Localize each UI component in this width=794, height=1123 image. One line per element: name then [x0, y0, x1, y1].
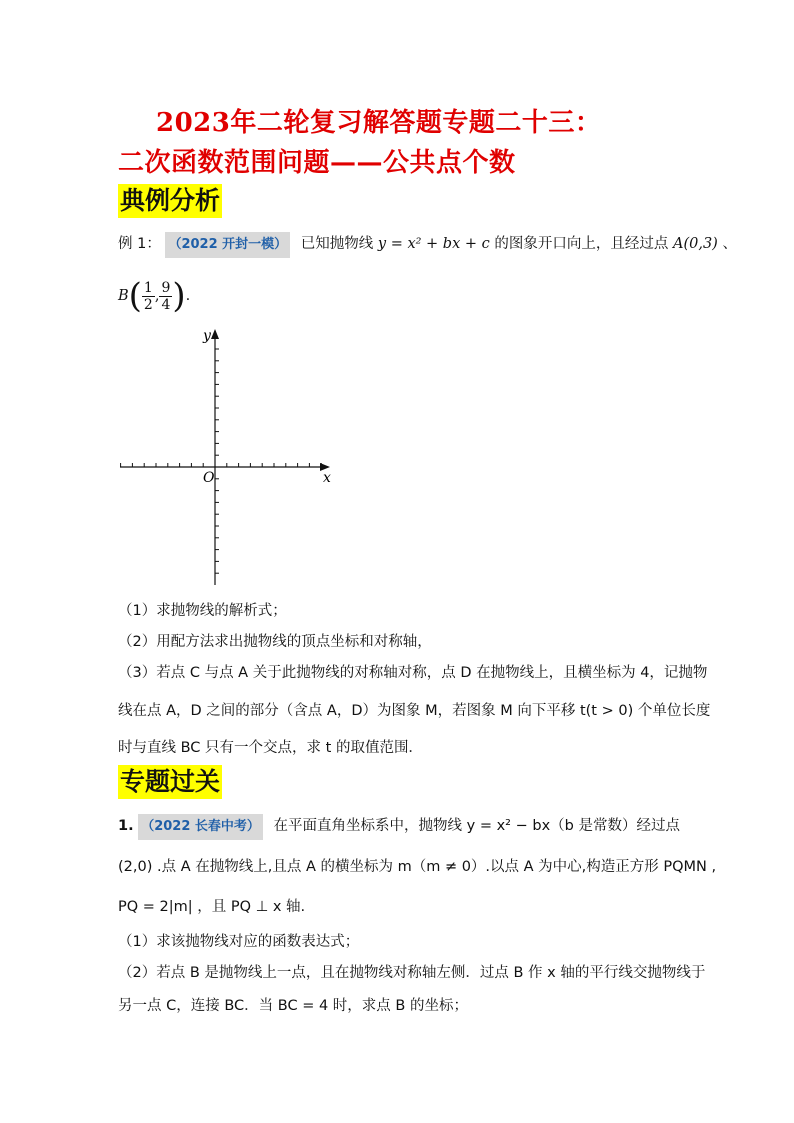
example1-point-a: A(0,3) — [672, 236, 718, 252]
problem1-line1 — [118, 814, 680, 840]
origin-label: O — [203, 470, 215, 486]
example1-equation: y = x² + bx + c — [377, 236, 490, 252]
paren-left: ( — [128, 276, 142, 316]
y-axis-arrow — [211, 329, 219, 339]
problem1-line3: PQ = 2|m| ，且 PQ ⊥ x 轴. — [118, 899, 306, 915]
axis-ticks — [121, 349, 322, 573]
example-question-1: （1）求抛物线的解析式； — [118, 603, 287, 619]
example1-line2: B( $\frac{1}{2}$ , $\frac{9}{4}$ ). — [118, 276, 191, 316]
point-b-x-den: 2 — [143, 296, 153, 313]
example1-sep: 、 — [722, 236, 737, 252]
example1-prefix: 例 1： — [118, 236, 161, 252]
problem1-line2: (2,0) .点 A 在抛物线上,且点 A 的横坐标为 m（m ≠ 0）.以点 A 为中心,构造正方形 PQMN , — [118, 859, 717, 875]
point-b-label: B — [118, 288, 129, 304]
coordinate-axes-figure — [115, 325, 340, 590]
problem1-source-tag: （2022 长春中考） — [138, 814, 263, 840]
example1-text-a: 已知抛物线 — [300, 236, 374, 252]
example-question-3-line2: 线在点 A，D 之间的部分（含点 A，D）为图象 M，若图象 M 向下平移 t(t > 0) 个单位长度 — [118, 703, 711, 719]
paren-right: ) — [172, 276, 186, 316]
point-b-y-num: 9 — [161, 279, 171, 296]
example-question-3-line1: （3）若点 C 与点 A 关于此抛物线的对称轴对称，点 D 在抛物线上，且横坐标为 4，记抛物 — [118, 665, 708, 681]
point-b-x-fraction — [142, 280, 155, 313]
y-axis-label: y — [203, 328, 211, 344]
example1-source-tag: （2022 开封一模） — [165, 232, 290, 258]
problem1-question-2-line2: 另一点 C，连接 BC．当 BC = 4 时，求点 B 的坐标； — [118, 998, 468, 1014]
example1-text-b: 的图象开口向上，且经过点 — [494, 236, 669, 252]
problem1-question-1: （1）求该抛物线对应的函数表达式； — [118, 934, 360, 950]
example-question-2: （2）用配方法求出抛物线的顶点坐标和对称轴， — [118, 634, 432, 650]
point-b-y-fraction — [159, 280, 172, 313]
point-b-x-num: 1 — [143, 279, 153, 296]
example1-end: . — [185, 288, 191, 304]
problem1-number: 1. — [118, 818, 134, 834]
point-b-y-den: 4 — [161, 296, 171, 313]
title-line-2: 二次函数范围问题——公共点个数 — [118, 148, 516, 178]
problem1-text-1: 在平面直角坐标系中，抛物线 y = x² − bx（b 是常数）经过点 — [273, 818, 680, 834]
problem1-question-2-line1: （2）若点 B 是抛物线上一点，且在抛物线对称轴左侧．过点 B 作 x 轴的平行线交抛物线于 — [118, 965, 706, 981]
section-heading-example: 典例分析 — [118, 184, 222, 218]
title-line-1: 2023年二轮复习解答题专题二十三： — [156, 108, 602, 138]
section-heading-practice: 专题过关 — [118, 765, 222, 799]
example-question-3-line3: 时与直线 BC 只有一个交点，求 t 的取值范围． — [118, 740, 423, 756]
x-axis-label: x — [323, 470, 331, 486]
example1-line1 — [118, 232, 737, 258]
